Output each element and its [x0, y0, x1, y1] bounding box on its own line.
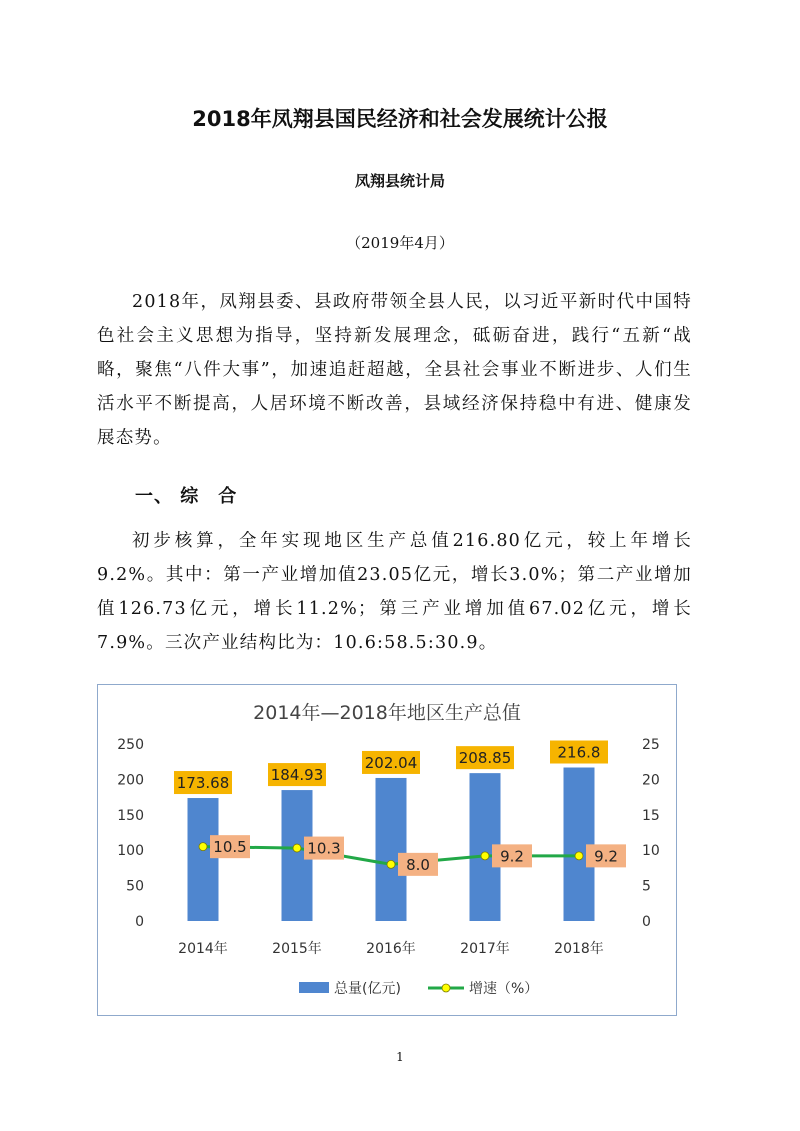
bar-data-label: 208.85	[458, 749, 512, 768]
right-axis-tick-label: 20	[642, 772, 660, 789]
intro-paragraph: 2018年，凤翔县委、县政府带领全县人民，以习近平新时代中国特色社会主义思想为指导，坚持新发展理念，砥砺奋进，践行“五新“战略，聚焦“八件大事”，加速追赶超越，全县社会事业不断进步、人们生活水平不断提高，人居环境不断改善，县域经济保持稳中有进、健康发展态势。	[97, 292, 692, 448]
page-title: 2018年凤翔县国民经济和社会发展统计公报	[192, 107, 608, 131]
growth-rate-point	[199, 843, 207, 851]
overview-paragraph: 初步核算，全年实现地区生产总值216.80亿元，较上年增长9.2%。其中：第一产业增加值23.05亿元，增长3.0%；第二产业增加值126.73亿元，增长11.2%；第三产业增加值67.02亿元，增长7.9%。三次产业结构比为：10.6:58.5:30.9。	[97, 531, 692, 653]
right-axis-tick-label: 15	[642, 807, 660, 824]
left-axis-tick-label: 50	[126, 878, 144, 895]
growth-rate-point	[481, 852, 489, 860]
bar-data-label: 202.04	[364, 753, 418, 772]
line-data-label: 9.2	[500, 847, 524, 866]
category-axis-label: 2018年	[554, 941, 604, 957]
right-axis-tick-label: 0	[642, 914, 651, 930]
line-data-label: 10.5	[213, 838, 247, 857]
growth-rate-point	[575, 852, 583, 860]
growth-rate-point	[387, 860, 395, 868]
gdp-chart	[98, 685, 676, 1015]
right-axis-tick-label: 10	[642, 843, 660, 860]
line-data-label: 8.0	[406, 855, 430, 874]
left-axis-tick-label: 150	[117, 807, 144, 824]
legend-bar-label: 总量(亿元)	[334, 981, 401, 997]
bar-data-label: 184.93	[270, 766, 324, 785]
issuing-organization: 凤翔县统计局	[354, 172, 445, 190]
line-data-label: 9.2	[594, 847, 618, 866]
gdp-bar	[564, 768, 595, 921]
bar-data-label: 216.8	[557, 743, 601, 762]
gdp-bar	[376, 778, 407, 921]
page-number: 1	[396, 1050, 404, 1064]
gdp-bar	[188, 798, 219, 921]
legend-bar-swatch	[299, 982, 329, 993]
left-axis-tick-label: 100	[117, 843, 144, 860]
left-axis-tick-label: 200	[117, 772, 144, 789]
right-axis-tick-label: 25	[642, 737, 660, 753]
chart-title: 2014年—2018年地区生产总值	[253, 702, 521, 724]
growth-rate-point	[293, 844, 301, 852]
category-axis-label: 2017年	[460, 941, 510, 957]
left-axis-tick-label: 0	[135, 914, 144, 930]
bar-data-label: 173.68	[176, 774, 230, 793]
category-axis-label: 2016年	[366, 941, 416, 957]
legend-line-marker	[442, 984, 450, 992]
section-heading-overview: 一、 综 合	[135, 486, 238, 507]
legend-line-label: 增速（%）	[469, 981, 539, 997]
publication-date: （2019年4月）	[346, 234, 454, 252]
left-axis-tick-label: 250	[117, 737, 144, 753]
category-axis-label: 2015年	[272, 941, 322, 957]
category-axis-label: 2014年	[178, 941, 228, 957]
right-axis-tick-label: 5	[642, 878, 651, 895]
gdp-chart-frame	[97, 684, 677, 1016]
line-data-label: 10.3	[307, 839, 341, 858]
